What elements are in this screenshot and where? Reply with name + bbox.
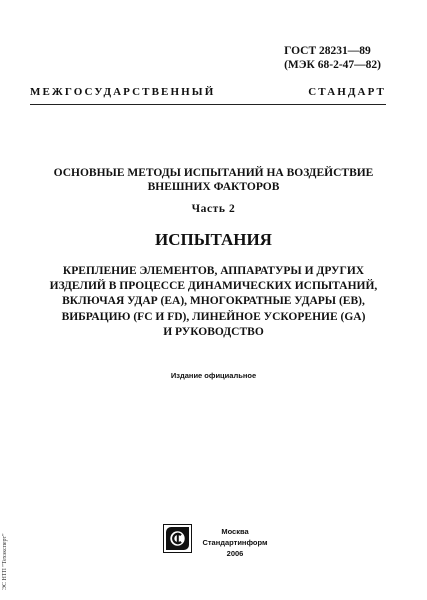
scope-title bbox=[40, 264, 387, 340]
standard-designation bbox=[284, 44, 381, 72]
side-stamp: ЭС НТП "Техэксперт" bbox=[2, 533, 8, 590]
scope-line: КРЕПЛЕНИЕ ЭЛЕМЕНТОВ, АППАРАТУРЫ И ДРУГИХ bbox=[62, 265, 365, 277]
header-divider bbox=[30, 104, 386, 105]
standartinform-logo-icon bbox=[163, 524, 192, 553]
scope-line: ВИБРАЦИЮ (FC И FD), ЛИНЕЙНОЕ УСКОРЕНИЕ (GA) bbox=[61, 310, 366, 323]
part-label: Часть 2 bbox=[191, 203, 236, 215]
edition-label: Издание официальное bbox=[170, 371, 257, 380]
scope-line: И РУКОВОДСТВО bbox=[163, 325, 264, 338]
publisher-name: Стандартинформ bbox=[202, 538, 268, 547]
publisher-info bbox=[190, 526, 280, 559]
interstate-standard-label: МЕЖГОСУДАРСТВЕННЫЙ СТАНДАРТ bbox=[30, 86, 386, 98]
scope-line: ИЗДЕЛИЙ В ПРОЦЕССЕ ДИНАМИЧЕСКИХ ИСПЫТАНИЙ, bbox=[49, 280, 378, 293]
main-title-line-2: ВНЕШНИХ ФАКТОРОВ bbox=[147, 181, 280, 193]
publisher-city: Москва bbox=[221, 527, 249, 536]
main-title bbox=[40, 166, 387, 194]
scope-line: ВКЛЮЧАЯ УДАР (ЕА), МНОГОКРАТНЫЕ УДАРЫ (ЕВ), bbox=[62, 295, 365, 308]
subtitle: ИСПЫТАНИЯ bbox=[155, 230, 272, 249]
gost-code: ГОСТ 28231—89 bbox=[284, 45, 371, 57]
main-title-line-1: ОСНОВНЫЕ МЕТОДЫ ИСПЫТАНИЙ НА ВОЗДЕЙСТВИЕ bbox=[53, 167, 374, 179]
publisher-year: 2006 bbox=[226, 549, 244, 558]
iec-code: (МЭК 68-2-47—82) bbox=[284, 59, 381, 71]
